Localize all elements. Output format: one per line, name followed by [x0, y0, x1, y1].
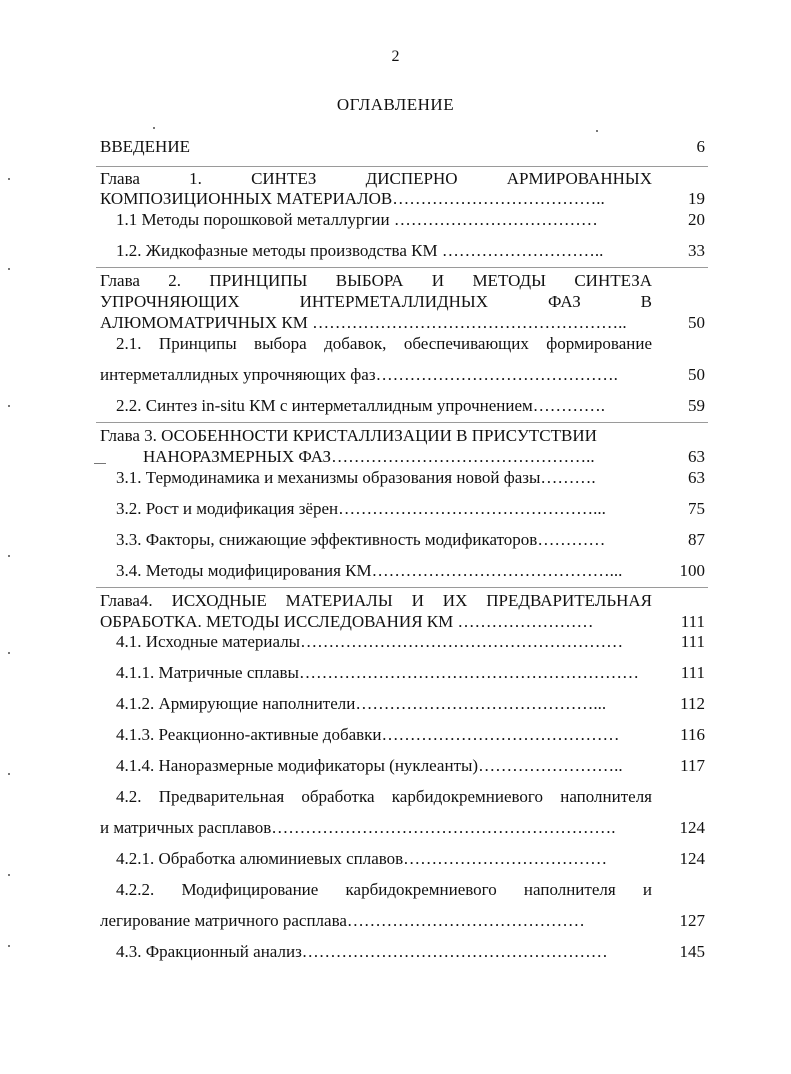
- scan-speck: [8, 652, 10, 654]
- toc-entry-line: 3.4. Методы модифицирования КМ……………………………………...: [116, 561, 623, 580]
- toc-entry-line: КОМПОЗИЦИОННЫХ МАТЕРИАЛОВ………………………………..: [100, 189, 605, 208]
- toc-entry-line: 1.1 Методы порошковой металлургии ………………………………: [116, 210, 598, 229]
- toc-page-number: 50: [688, 365, 705, 384]
- toc-page-number: 75: [688, 499, 705, 518]
- toc-page-number: 127: [679, 911, 705, 930]
- toc-entry-line: 4.1. Исходные материалы…………………………………………………: [116, 632, 624, 651]
- toc-entry-line: 4.2.1. Обработка алюминиевых сплавов………………………………: [116, 849, 608, 868]
- toc-page-number: 111: [680, 632, 705, 651]
- toc-entry-line: 2.2. Синтез in-situ КМ с интерметаллидным упрочнением………….: [116, 396, 606, 415]
- toc-page-number: 116: [680, 725, 705, 744]
- scan-speck: [8, 773, 10, 775]
- toc-page-number: 19: [688, 189, 705, 208]
- toc-entry-line: 3.3. Факторы, снижающие эффективность модификаторов…………: [116, 530, 606, 549]
- toc-entry-line: 4.1.4. Наноразмерные модификаторы (нуклеанты)……………………..: [116, 756, 623, 775]
- toc-entry-line: легирование матричного расплава……………………………………: [100, 911, 585, 930]
- toc-page-number: 59: [688, 396, 705, 415]
- toc-page-number: 33: [688, 241, 705, 260]
- toc-entry-line: УПРОЧНЯЮЩИХ ИНТЕРМЕТАЛЛИДНЫХ ФАЗ В: [100, 292, 652, 311]
- row-separator: [96, 587, 708, 588]
- toc-entry-line: ВВЕДЕНИЕ: [100, 137, 190, 156]
- row-separator: [96, 267, 708, 268]
- toc-page-number: 100: [679, 561, 705, 580]
- toc-page-number: 145: [679, 942, 705, 961]
- scan-speck: [8, 945, 10, 947]
- toc-entry-line: интерметаллидных упрочняющих фаз…………………………………….: [100, 365, 618, 384]
- toc-entry-line: Глава4. ИСХОДНЫЕ МАТЕРИАЛЫ И ИХ ПРЕДВАРИТЕЛЬНАЯ: [100, 591, 652, 610]
- toc-entry-line: и матричных расплавов…………………………………………………….: [100, 818, 616, 837]
- row-separator: [96, 422, 708, 423]
- toc-page-number: 112: [680, 694, 705, 713]
- toc-entry-line: 2.1. Принципы выбора добавок, обеспечивающих формирование: [116, 334, 652, 353]
- toc-entry-line: 4.1.1. Матричные сплавы……………………………………………………: [116, 663, 639, 682]
- toc-entry-line: 3.1. Термодинамика и механизмы образования новой фазы……….: [116, 468, 596, 487]
- toc-entry-line: 1.2. Жидкофазные методы производства КМ ………………………..: [116, 241, 604, 260]
- scan-speck: [8, 268, 10, 270]
- scan-speck: [8, 555, 10, 557]
- scan-speck: [153, 127, 155, 129]
- toc-entry-line: 4.3. Фракционный анализ………………………………………………: [116, 942, 608, 961]
- scan-speck: [94, 463, 106, 464]
- toc-page-number: 124: [679, 849, 705, 868]
- toc-page-number: 6: [696, 137, 705, 156]
- toc-entry-line: Глава 1. СИНТЕЗ ДИСПЕРНО АРМИРОВАННЫХ: [100, 169, 652, 188]
- toc-title: ОГЛАВЛЕНИЕ: [336, 95, 455, 114]
- toc-entry-line: 4.2. Предварительная обработка карбидокремниевого наполнителя: [116, 787, 652, 806]
- toc-entry-line: 4.1.3. Реакционно-активные добавки……………………………………: [116, 725, 620, 744]
- scan-speck: [8, 178, 10, 180]
- toc-entry-line: 4.2.2. Модифицирование карбидокремниевого наполнителя и: [116, 880, 652, 899]
- toc-entry-line: 3.2. Рост и модификация зёрен………………………………………...: [116, 499, 606, 518]
- toc-entry-line: Глава 3. ОСОБЕННОСТИ КРИСТАЛЛИЗАЦИИ В ПРИСУТСТВИИ: [100, 426, 597, 445]
- toc-page-number: 20: [688, 210, 705, 229]
- toc-entry-line: НАНОРАЗМЕРНЫХ ФАЗ………………………………………..: [143, 447, 595, 466]
- scan-speck: [8, 874, 10, 876]
- toc-entry-line: АЛЮМОМАТРИЧНЫХ КМ ………………………………………………..: [100, 313, 627, 332]
- page-number: 2: [391, 48, 400, 65]
- toc-entry-line: 4.1.2. Армирующие наполнители……………………………………...: [116, 694, 607, 713]
- scan-speck: [8, 405, 10, 407]
- toc-entry-line: ОБРАБОТКА. МЕТОДЫ ИССЛЕДОВАНИЯ КМ ……………………: [100, 612, 594, 631]
- toc-page-number: 111: [680, 612, 705, 631]
- toc-entry-line: Глава 2. ПРИНЦИПЫ ВЫБОРА И МЕТОДЫ СИНТЕЗА: [100, 271, 652, 290]
- toc-page-number: 111: [680, 663, 705, 682]
- toc-page-number: 63: [688, 468, 705, 487]
- toc-page-number: 50: [688, 313, 705, 332]
- scan-speck: [596, 130, 598, 132]
- toc-page-number: 87: [688, 530, 705, 549]
- row-separator: [96, 166, 708, 167]
- toc-page-number: 124: [679, 818, 705, 837]
- toc-page-number: 117: [680, 756, 705, 775]
- toc-page-number: 63: [688, 447, 705, 466]
